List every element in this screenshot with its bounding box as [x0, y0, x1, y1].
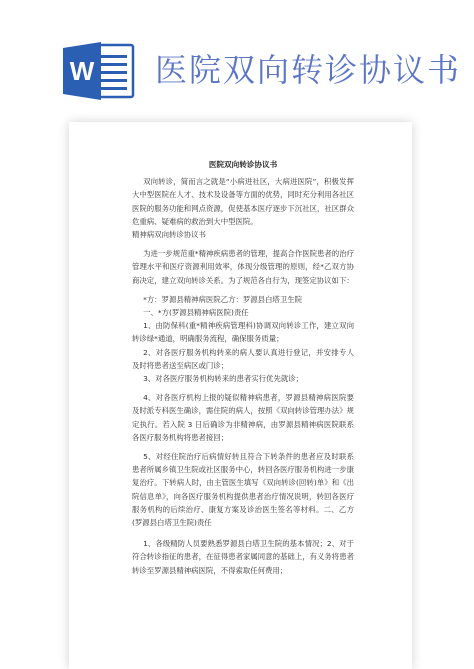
- paragraph-purpose: 为进一步规范重*精神疾病患者的管理，提高合作医院患者的治疗管理水平和医疗资源利用效率，体现分级管理的原则，经*乙双方协商决定，建立双向转诊关系。为了规范各自行为，现签定协议如下：: [132, 249, 354, 285]
- paragraph-intro: 双向转诊，简而言之就是“小病进社区，大病进医院”，积极发挥大中型医院在人才、技术及设备等方面的优势，同时充分利用各社区医院的服务功能和网点资源，促使基本医疗逐步下沉社区，社区群众危重病、疑难病的救治到大中型医院。: [132, 177, 354, 226]
- paragraph-item-4: 4、对各医疗机构上报的疑似精神病患者，罗源县精神病医院要及时派专科医生确诊，需住院的病人，按照《双向转诊管理办法》规定执行。若入院 3 日后确诊为非精神病，由罗源县精神病医院联系各医疗服务机构将患者接回；: [132, 393, 354, 442]
- paragraph-item-1: 1、由防保科(重*精神疾病管理科)协调双向转诊工作，建立双向转诊绿*通道，明确服务流程，确保服务质量；: [132, 321, 354, 344]
- paragraph-party-a-heading: 一、*方(罗源县精神病医院)责任: [143, 308, 249, 318]
- word-icon-letter: W: [69, 56, 95, 86]
- paragraph-subtitle: 精神病双向转诊协议书: [132, 230, 206, 240]
- paragraph-parties: *方：罗源县精神病医院乙方：罗源县白塔卫生院: [143, 294, 302, 304]
- paragraph-party-b-items: 1、各级精防人员要熟悉罗源县白塔卫生院的基本情况；2、对于符合转诊指征的患者，在征得患者家属同意的基础上，有义务将患者转诊至罗源县精神病医院，不得索取任何费用；: [132, 539, 354, 575]
- paragraph-item-5: 5、对经住院治疗后病情好转且符合下转条件的患者应及时联系患者所属乡镇卫生院或社区服务中心，转回各医疗服务机构进一步康复治疗。下转病人时，由主管医生填写《双向转诊(回转)单》和《出院信息单》，向各医疗服务机构提供患者治疗情况说明，转回各医疗服务机构的后续治疗、康复方案及诊治医生签名等材料。二、乙方(罗源县白塔卫生院)责任: [132, 452, 354, 528]
- word-icon: [63, 42, 137, 100]
- page-title: 医院双向转诊协议书: [155, 51, 462, 89]
- paragraph-item-2: 2、对各医疗服务机构转来的病人要认真进行登记，并安排专人及时将患者送至病区或门诊；: [132, 347, 354, 370]
- paragraph-item-3: 3、对各医疗服务机构转来的患者实行优先就诊；: [143, 374, 304, 384]
- document-heading: 医院双向转诊协议书: [208, 160, 278, 169]
- header-banner: [0, 0, 474, 110]
- document-body: [132, 158, 354, 577]
- document-page: [69, 122, 412, 669]
